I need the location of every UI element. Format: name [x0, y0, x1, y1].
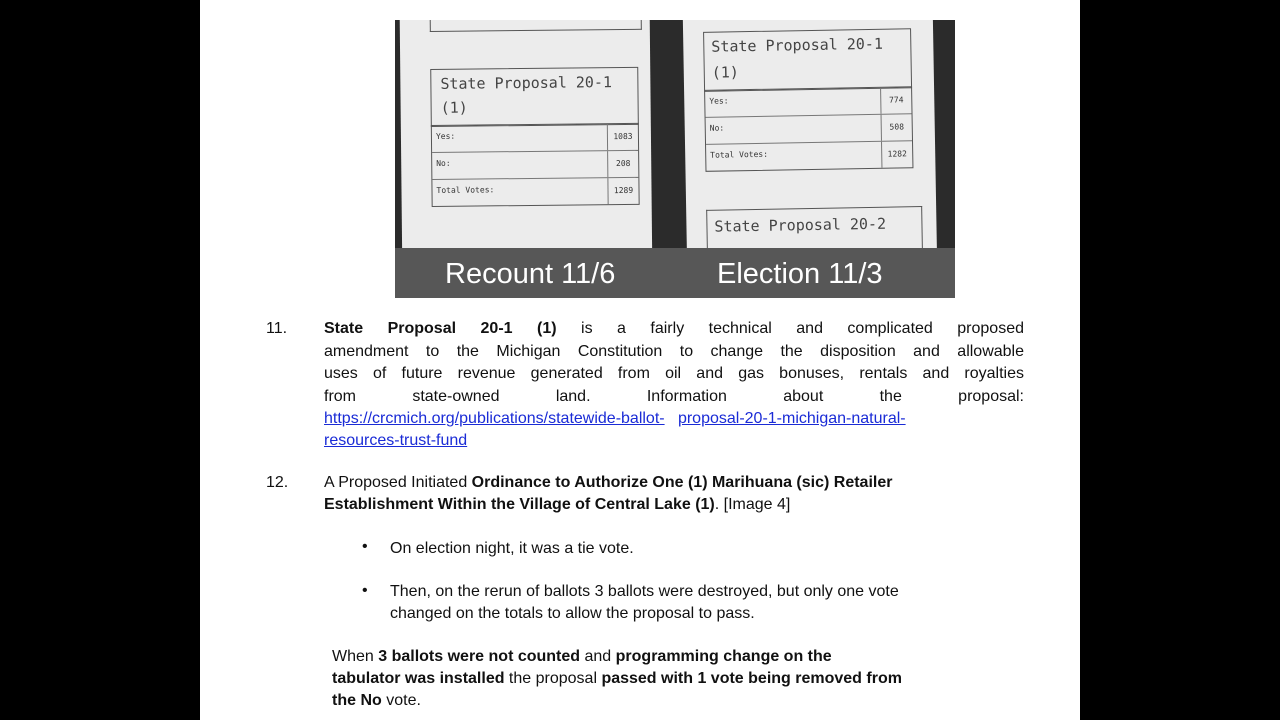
summary-bold: tabulator was installed — [332, 670, 505, 687]
item-12-bold-line1: Ordinance to Authorize One (1) Marihuana (sic) Retailer — [471, 474, 893, 491]
recount-results-table — [431, 123, 640, 207]
summary-line2 — [332, 668, 1052, 691]
item-12-line1 — [324, 472, 1044, 495]
recount-row-yes — [432, 124, 638, 153]
next-proposal-title: State Proposal 20-2 — [714, 214, 887, 236]
recount-title-line2: (1) — [440, 98, 468, 117]
summary-bold: 3 ballots were not counted — [378, 648, 581, 665]
row-value: 1083 — [607, 124, 638, 150]
recount-tape — [400, 20, 653, 269]
item-11-title: State Proposal 20-1 (1) — [324, 320, 557, 337]
item-12-bold-line2: Establishment Within the Village of Central Lake (1) — [324, 496, 715, 513]
bullet-1-text: On election night, it was a tie vote. — [390, 540, 634, 557]
election-title-line2: (1) — [711, 63, 740, 82]
summary-line1 — [332, 646, 1032, 669]
item-12-line2 — [324, 494, 1044, 517]
item-12-intro: A Proposed Initiated — [324, 474, 472, 491]
election-results-table — [704, 86, 913, 172]
row-label: Total Votes: — [710, 149, 769, 160]
proposal-info-link-part1[interactable]: https://crcmich.org/publications/statewide-ballot- — [324, 410, 665, 427]
photo-caption-bar — [395, 248, 955, 298]
recount-row-no — [432, 151, 638, 180]
summary-line3 — [332, 690, 1032, 713]
recount-title-line1: State Proposal 20-1 — [440, 73, 613, 93]
row-value: 774 — [880, 87, 911, 114]
item-11-line2: amendment to the Michigan Constitution to change the disposition and allowable — [324, 343, 1024, 360]
item-11-line1-text: is a fairly technical and complicated proposed — [556, 320, 1024, 337]
item-12-after: . [Image 4] — [714, 496, 791, 513]
row-label: Total Votes: — [436, 185, 495, 195]
item-11-line3: uses of future revenue generated from oil and gas bonuses, rentals and royalties — [324, 365, 1024, 382]
row-value: 208 — [607, 151, 638, 177]
row-label: No: — [436, 158, 451, 168]
row-value: 1282 — [881, 141, 912, 168]
item-11-line4: from state-owned land. Information about the proposal: — [324, 388, 1024, 405]
bullet-2-line1: Then, on the rerun of ballots 3 ballots were destroyed, but only one vote — [390, 583, 899, 600]
row-label: No: — [709, 123, 725, 133]
row-value: 508 — [881, 114, 912, 141]
election-row-total — [706, 141, 912, 171]
caption-election: Election 11/3 — [717, 258, 883, 290]
election-row-yes — [705, 87, 911, 118]
caption-recount: Recount 11/6 — [445, 258, 616, 290]
summary-text: the proposal — [504, 670, 602, 687]
summary-text: vote. — [381, 692, 421, 709]
document-page — [200, 0, 1080, 720]
item-11-link-line — [324, 408, 1034, 431]
bullet-2-line2: changed on the totals to allow the proposal to pass. — [390, 605, 755, 622]
proposal-info-link-part3[interactable]: resources-trust-fund — [324, 432, 468, 449]
bullet-dot: • — [362, 582, 368, 599]
item-12-number: 12. — [266, 474, 289, 491]
item-11-link-line2 — [324, 430, 467, 453]
summary-bold: programming change on the — [615, 648, 832, 665]
row-label: Yes: — [435, 131, 456, 141]
row-value: 1289 — [607, 178, 638, 204]
summary-bold: passed with 1 vote being removed from — [601, 670, 902, 687]
recount-row-total — [432, 178, 638, 206]
proposal-info-link-part2[interactable]: proposal-20-1-michigan-natural- — [677, 410, 906, 427]
summary-bold: the No — [332, 692, 382, 709]
item-11-number: 11. — [266, 320, 288, 337]
item-11-line1 — [324, 318, 1024, 341]
summary-text: When — [332, 648, 379, 665]
election-tape — [683, 20, 937, 270]
election-row-no — [706, 114, 912, 145]
tape-prev-box — [430, 20, 642, 32]
summary-text: and — [580, 648, 616, 665]
bullet-dot: • — [362, 538, 368, 555]
row-label: Yes: — [709, 96, 729, 106]
tabulator-tapes-photo — [395, 20, 955, 298]
election-title-line1: State Proposal 20-1 — [711, 34, 884, 56]
